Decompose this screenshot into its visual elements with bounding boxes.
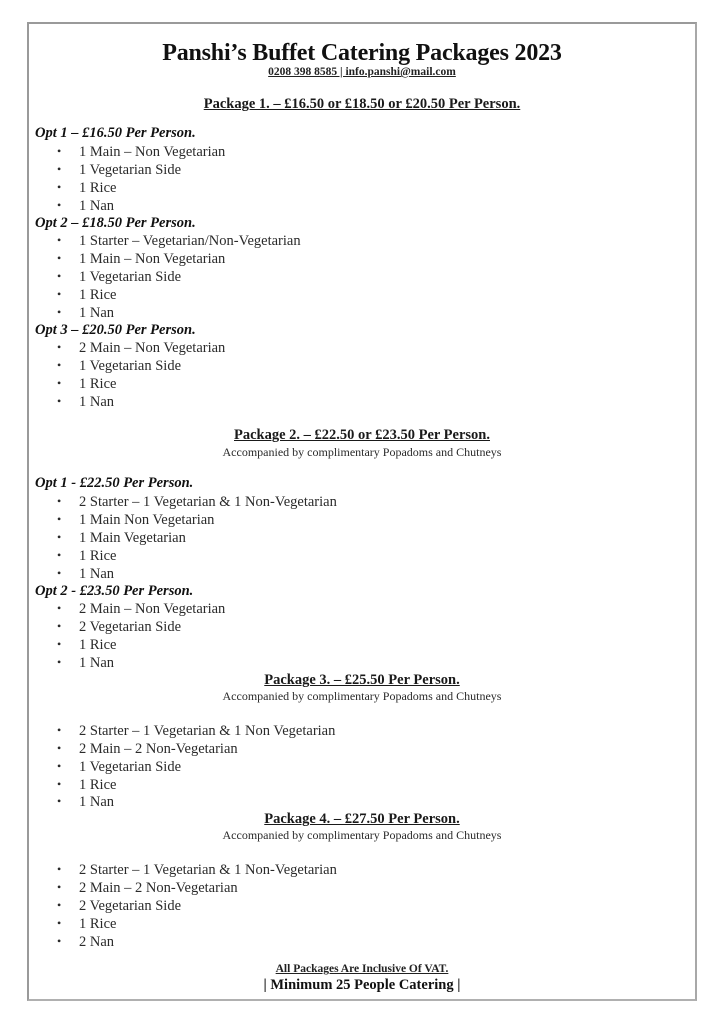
list-item [57,899,181,914]
bullet-icon: • [57,566,62,580]
list-item-text: 1 Starter – Vegetarian/Non-Vegetarian [79,233,301,249]
package-2-title: Package 2. – £22.50 or £23.50 Per Person. [234,427,490,443]
list-item [57,377,116,392]
list-item-text: 1 Main – Non Vegetarian [79,144,226,160]
list-item [57,620,181,635]
bullet-icon: • [57,759,62,773]
list-item-text: 1 Rice [79,287,117,303]
list-item [57,795,114,810]
bullet-icon: • [57,898,62,912]
list-item-text: 1 Nan [79,566,115,582]
list-item [57,549,116,564]
bullet-icon: • [57,548,62,562]
bullet-icon: • [57,862,62,876]
package-3-subtitle: Accompanied by complimentary Popadoms and Chutneys [222,689,502,703]
package-2-subtitle: Accompanied by complimentary Popadoms and Chutneys [222,445,502,459]
list-item [57,760,181,775]
list-item-text: 1 Main Vegetarian [79,530,186,546]
list-item [57,306,114,321]
bullet-icon: • [57,777,62,791]
package-1-title: Package 1. – £16.50 or £18.50 or £20.50 Per Person. [203,96,521,112]
list-item [57,863,337,878]
bullet-icon: • [57,655,62,669]
list-item-text: 2 Main – Non Vegetarian [79,340,226,356]
bullet-icon: • [57,741,62,755]
bullet-icon: • [57,162,62,176]
document-title: Panshi’s Buffet Catering Packages 2023 [162,40,562,66]
bullet-icon: • [57,305,62,319]
list-item-text: 2 Main – Non Vegetarian [79,601,226,617]
list-item [57,181,116,196]
bullet-icon: • [57,251,62,265]
list-item [57,199,114,214]
bullet-icon: • [57,916,62,930]
bullet-icon: • [57,144,62,158]
bullet-icon: • [57,376,62,390]
package-1-option-3-label: Opt 3 – £20.50 Per Person. [35,322,196,338]
list-item [57,778,116,793]
list-item-text: 2 Main – 2 Non-Vegetarian [79,741,238,757]
list-item [57,359,181,374]
bullet-icon: • [57,269,62,283]
list-item [57,145,225,160]
list-item-text: 2 Vegetarian Side [79,619,182,635]
list-item [57,881,238,896]
package-4-subtitle: Accompanied by complimentary Popadoms and Chutneys [222,828,502,842]
package-3-title: Package 3. – £25.50 Per Person. [264,672,460,688]
list-item [57,724,335,739]
list-item-text: 1 Rice [79,548,117,564]
minimum-catering-note: | Minimum 25 People Catering | [263,977,461,993]
list-item-text: 2 Vegetarian Side [79,898,182,914]
list-item [57,935,114,950]
bullet-icon: • [57,287,62,301]
list-item-text: 1 Nan [79,198,115,214]
bullet-icon: • [57,494,62,508]
list-item [57,602,225,617]
bullet-icon: • [57,794,62,808]
bullet-icon: • [57,198,62,212]
list-item-text: 1 Nan [79,655,115,671]
bullet-icon: • [57,233,62,247]
list-item [57,656,114,671]
list-item-text: 1 Vegetarian Side [79,358,182,374]
bullet-icon: • [57,619,62,633]
bullet-icon: • [57,180,62,194]
bullet-icon: • [57,880,62,894]
list-item [57,638,116,653]
package-4-title: Package 4. – £27.50 Per Person. [264,811,460,827]
list-item [57,234,301,249]
list-item [57,567,114,582]
bullet-icon: • [57,934,62,948]
list-item-text: 1 Rice [79,777,117,793]
list-item-text: 1 Vegetarian Side [79,269,182,285]
list-item-text: 1 Rice [79,637,117,653]
bullet-icon: • [57,394,62,408]
list-item-text: 2 Starter – 1 Vegetarian & 1 Non-Vegetarian [79,862,337,878]
list-item [57,495,337,510]
list-item-text: 1 Rice [79,180,117,196]
vat-note: All Packages Are Inclusive Of VAT. [275,963,449,975]
contact-info: 0208 398 8585 | info.panshi@mail.com [268,66,456,78]
list-item-text: 1 Rice [79,916,117,932]
list-item-text: 1 Rice [79,376,117,392]
list-item-text: 2 Starter – 1 Vegetarian & 1 Non-Vegetarian [79,494,337,510]
package-2-option-1-label: Opt 1 - £22.50 Per Person. [35,475,194,491]
package-1-option-1-label: Opt 1 – £16.50 Per Person. [35,125,196,141]
list-item [57,341,225,356]
list-item-text: 2 Starter – 1 Vegetarian & 1 Non Vegetarian [79,723,336,739]
list-item [57,742,238,757]
list-item-text: 1 Nan [79,394,115,410]
list-item-text: 2 Nan [79,934,115,950]
list-item [57,288,116,303]
bullet-icon: • [57,340,62,354]
list-item [57,252,225,267]
list-item-text: 1 Nan [79,794,115,810]
bullet-icon: • [57,358,62,372]
list-item [57,513,214,528]
bullet-icon: • [57,723,62,737]
list-item-text: 2 Main – 2 Non-Vegetarian [79,880,238,896]
list-item [57,270,181,285]
list-item-text: 1 Main Non Vegetarian [79,512,215,528]
list-item-text: 1 Main – Non Vegetarian [79,251,226,267]
list-item-text: 1 Vegetarian Side [79,162,182,178]
bullet-icon: • [57,530,62,544]
package-1-option-2-label: Opt 2 – £18.50 Per Person. [35,215,196,231]
list-item-text: 1 Nan [79,305,115,321]
bullet-icon: • [57,637,62,651]
bullet-icon: • [57,512,62,526]
list-item-text: 1 Vegetarian Side [79,759,182,775]
list-item [57,531,186,546]
bullet-icon: • [57,601,62,615]
list-item [57,163,181,178]
list-item [57,917,116,932]
list-item [57,395,114,410]
package-2-option-2-label: Opt 2 - £23.50 Per Person. [35,583,194,599]
